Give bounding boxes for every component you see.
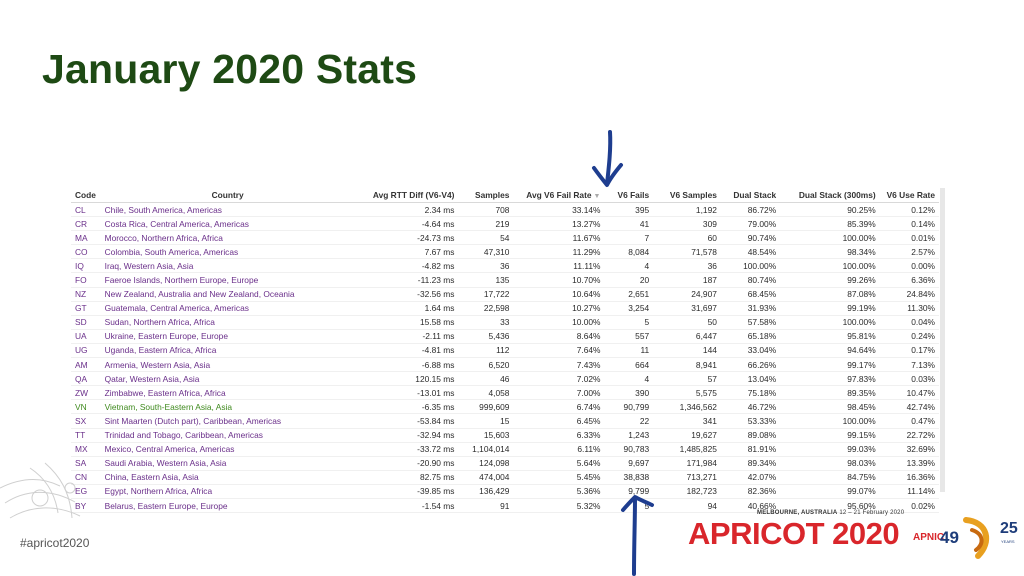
table-cell: 16.36% xyxy=(880,470,939,484)
table-row xyxy=(71,231,939,245)
table-row xyxy=(71,470,939,484)
table-cell: 22.72% xyxy=(880,428,939,442)
country-link[interactable]: Sudan, Northern Africa, Africa xyxy=(101,315,355,329)
table-cell: 4,058 xyxy=(458,386,513,400)
table-cell: 71,578 xyxy=(653,245,721,259)
stats-table xyxy=(71,188,939,513)
table-cell: 11.11% xyxy=(513,259,604,273)
table-cell: 94 xyxy=(653,498,721,512)
table-cell: 95.81% xyxy=(780,329,880,343)
table-cell: 33 xyxy=(458,315,513,329)
table-cell: 100.00% xyxy=(721,259,780,273)
table-row xyxy=(71,329,939,343)
table-cell: 42.74% xyxy=(880,400,939,414)
country-code-cell: QA xyxy=(71,372,101,386)
table-cell: 90,799 xyxy=(604,400,653,414)
table-cell: 57.58% xyxy=(721,315,780,329)
table-cell: -6.88 ms xyxy=(355,358,459,372)
table-cell: 17,722 xyxy=(458,287,513,301)
country-link[interactable]: Vietnam, South-Eastern Asia, Asia xyxy=(101,400,355,414)
table-row xyxy=(71,358,939,372)
table-cell: 2.34 ms xyxy=(355,203,459,217)
table-cell: 5.45% xyxy=(513,470,604,484)
table-cell: -4.82 ms xyxy=(355,259,459,273)
country-code-cell: VN xyxy=(71,400,101,414)
table-scrollbar[interactable] xyxy=(940,188,945,492)
country-link[interactable]: Iraq, Western Asia, Asia xyxy=(101,259,355,273)
table-row xyxy=(71,484,939,498)
table-cell: 99.26% xyxy=(780,273,880,287)
table-row xyxy=(71,400,939,414)
table-cell: 90.25% xyxy=(780,203,880,217)
country-link[interactable]: Saudi Arabia, Western Asia, Asia xyxy=(101,456,355,470)
event-hashtag: #apricot2020 xyxy=(20,536,90,550)
table-cell: 68.45% xyxy=(721,287,780,301)
country-link[interactable]: Zimbabwe, Eastern Africa, Africa xyxy=(101,386,355,400)
table-cell: 11.29% xyxy=(513,245,604,259)
table-cell: 41 xyxy=(604,217,653,231)
column-header[interactable]: Avg V6 Fail Rate ▼ xyxy=(513,188,604,203)
table-cell: 24.84% xyxy=(880,287,939,301)
table-cell: 144 xyxy=(653,343,721,357)
table-cell: 11.14% xyxy=(880,484,939,498)
table-cell: 79.00% xyxy=(721,217,780,231)
table-cell: 11 xyxy=(604,343,653,357)
column-header[interactable]: V6 Samples xyxy=(653,188,721,203)
table-cell: 99.17% xyxy=(780,358,880,372)
table-cell: 309 xyxy=(653,217,721,231)
table-cell: 1,104,014 xyxy=(458,442,513,456)
table-cell: 7.64% xyxy=(513,343,604,357)
table-cell: 5 xyxy=(604,315,653,329)
table-cell: 90,783 xyxy=(604,442,653,456)
table-cell: 42.07% xyxy=(721,470,780,484)
table-cell: 6.11% xyxy=(513,442,604,456)
table-cell: 0.03% xyxy=(880,372,939,386)
table-cell: 84.75% xyxy=(780,470,880,484)
table-cell: 10.47% xyxy=(880,386,939,400)
column-header[interactable]: Avg RTT Diff (V6-V4) xyxy=(355,188,459,203)
column-header[interactable]: V6 Fails xyxy=(604,188,653,203)
table-cell: 19,627 xyxy=(653,428,721,442)
table-cell: 5.32% xyxy=(513,498,604,512)
table-cell: 15 xyxy=(458,414,513,428)
table-cell: 6.74% xyxy=(513,400,604,414)
table-cell: 57 xyxy=(653,372,721,386)
table-cell: 32.69% xyxy=(880,442,939,456)
table-cell: 7.13% xyxy=(880,358,939,372)
table-cell: 91 xyxy=(458,498,513,512)
table-cell: 474,004 xyxy=(458,470,513,484)
table-cell: 24,907 xyxy=(653,287,721,301)
table-cell: 5,575 xyxy=(653,386,721,400)
slide-title: January 2020 Stats xyxy=(42,46,418,92)
table-cell: -33.72 ms xyxy=(355,442,459,456)
table-cell: -32.56 ms xyxy=(355,287,459,301)
table-cell: 6.36% xyxy=(880,273,939,287)
table-cell: 38,838 xyxy=(604,470,653,484)
table-cell: 98.45% xyxy=(780,400,880,414)
country-code-cell: BY xyxy=(71,498,101,512)
table-cell: 66.26% xyxy=(721,358,780,372)
country-link[interactable]: Chile, South America, Americas xyxy=(101,203,355,217)
table-cell: 100.00% xyxy=(780,259,880,273)
country-code-cell: NZ xyxy=(71,287,101,301)
table-cell: 390 xyxy=(604,386,653,400)
table-cell: 13.27% xyxy=(513,217,604,231)
table-cell: 80.74% xyxy=(721,273,780,287)
table-cell: 557 xyxy=(604,329,653,343)
table-row xyxy=(71,217,939,231)
table-row xyxy=(71,301,939,315)
table-cell: 36 xyxy=(458,259,513,273)
up-arrow-annotation-icon xyxy=(614,490,664,576)
table-cell: -1.54 ms xyxy=(355,498,459,512)
table-cell: 187 xyxy=(653,273,721,287)
table-row xyxy=(71,386,939,400)
country-link[interactable]: Egypt, Northern Africa, Africa xyxy=(101,484,355,498)
country-link[interactable]: Mexico, Central America, Americas xyxy=(101,442,355,456)
table-cell: 20 xyxy=(604,273,653,287)
table-row xyxy=(71,287,939,301)
decorative-lineart-icon xyxy=(0,458,110,538)
table-row xyxy=(71,456,939,470)
table-cell: 75.18% xyxy=(721,386,780,400)
table-cell: 47,310 xyxy=(458,245,513,259)
table-row xyxy=(71,442,939,456)
table-cell: 124,098 xyxy=(458,456,513,470)
country-code-cell: CN xyxy=(71,470,101,484)
anniversary-number: 25 xyxy=(1000,520,1018,537)
country-code-cell: GT xyxy=(71,301,101,315)
table-cell: 4 xyxy=(604,259,653,273)
table-cell: 54 xyxy=(458,231,513,245)
table-row xyxy=(71,315,939,329)
table-cell: 33.04% xyxy=(721,343,780,357)
table-cell: 219 xyxy=(458,217,513,231)
table-cell: 0.01% xyxy=(880,231,939,245)
table-cell: 5.36% xyxy=(513,484,604,498)
table-cell: -24.73 ms xyxy=(355,231,459,245)
table-cell: 95.60% xyxy=(780,498,880,512)
country-link[interactable]: Guatemala, Central America, Americas xyxy=(101,301,355,315)
table-cell: -20.90 ms xyxy=(355,456,459,470)
table-cell: 0.17% xyxy=(880,343,939,357)
table-cell: 46.72% xyxy=(721,400,780,414)
table-cell: 22,598 xyxy=(458,301,513,315)
table-cell: 0.12% xyxy=(880,203,939,217)
column-header[interactable]: Samples xyxy=(458,188,513,203)
country-code-cell: CO xyxy=(71,245,101,259)
apnic-label: APNIC xyxy=(913,532,945,543)
table-cell: 999,609 xyxy=(458,400,513,414)
table-cell: 1,485,825 xyxy=(653,442,721,456)
country-code-cell: SD xyxy=(71,315,101,329)
country-code-cell: CR xyxy=(71,217,101,231)
table-cell: 182,723 xyxy=(653,484,721,498)
country-code-cell: UG xyxy=(71,343,101,357)
table-cell: 50 xyxy=(653,315,721,329)
table-cell: 6,447 xyxy=(653,329,721,343)
table-cell: 90.74% xyxy=(721,231,780,245)
table-cell: -53.84 ms xyxy=(355,414,459,428)
table-cell: 46 xyxy=(458,372,513,386)
table-cell: 9,799 xyxy=(604,484,653,498)
table-cell: 15.58 ms xyxy=(355,315,459,329)
column-header[interactable]: Code xyxy=(71,188,101,203)
country-code-cell: IQ xyxy=(71,259,101,273)
table-cell: 395 xyxy=(604,203,653,217)
country-link[interactable]: Costa Rica, Central America, Americas xyxy=(101,217,355,231)
country-code-cell: MA xyxy=(71,231,101,245)
table-cell: 99.07% xyxy=(780,484,880,498)
table-cell: 7.02% xyxy=(513,372,604,386)
country-link[interactable]: Faeroe Islands, Northern Europe, Europe xyxy=(101,273,355,287)
apricot-logo: APRICOT 2020 xyxy=(688,516,900,551)
table-cell: 1,243 xyxy=(604,428,653,442)
table-cell: 60 xyxy=(653,231,721,245)
table-cell: 40.66% xyxy=(721,498,780,512)
country-link[interactable]: New Zealand, Australia and New Zealand, Oceania xyxy=(101,287,355,301)
table-cell: 0.04% xyxy=(880,315,939,329)
table-cell: 99.15% xyxy=(780,428,880,442)
table-cell: 10.64% xyxy=(513,287,604,301)
table-cell: 0.47% xyxy=(880,414,939,428)
country-link[interactable]: Ukraine, Eastern Europe, Europe xyxy=(101,329,355,343)
table-cell: 48.54% xyxy=(721,245,780,259)
table-cell: 10.70% xyxy=(513,273,604,287)
table-cell: -39.85 ms xyxy=(355,484,459,498)
table-cell: 112 xyxy=(458,343,513,357)
table-cell: 120.15 ms xyxy=(355,372,459,386)
table-cell: 31,697 xyxy=(653,301,721,315)
table-cell: -4.81 ms xyxy=(355,343,459,357)
table-cell: -11.23 ms xyxy=(355,273,459,287)
country-code-cell: SX xyxy=(71,414,101,428)
apnic-swirl-logo-icon xyxy=(958,512,998,562)
table-cell: 5 xyxy=(604,498,653,512)
table-cell: 2,651 xyxy=(604,287,653,301)
table-cell: 171,984 xyxy=(653,456,721,470)
country-code-cell: MX xyxy=(71,442,101,456)
country-link[interactable]: Trinidad and Tobago, Caribbean, Americas xyxy=(101,428,355,442)
table-cell: 86.72% xyxy=(721,203,780,217)
table-cell: 1,192 xyxy=(653,203,721,217)
table-cell: 99.03% xyxy=(780,442,880,456)
table-cell: 36 xyxy=(653,259,721,273)
country-link[interactable]: Qatar, Western Asia, Asia xyxy=(101,372,355,386)
country-code-cell: ZW xyxy=(71,386,101,400)
table-row xyxy=(71,343,939,357)
table-cell: 11.30% xyxy=(880,301,939,315)
table-cell: 8.64% xyxy=(513,329,604,343)
country-code-cell: TT xyxy=(71,428,101,442)
table-cell: 89.35% xyxy=(780,386,880,400)
table-row xyxy=(71,414,939,428)
table-row xyxy=(71,372,939,386)
table-cell: 10.00% xyxy=(513,315,604,329)
table-cell: -32.94 ms xyxy=(355,428,459,442)
table-cell: 8,084 xyxy=(604,245,653,259)
table-cell: 4 xyxy=(604,372,653,386)
table-cell: -4.64 ms xyxy=(355,217,459,231)
table-cell: 6,520 xyxy=(458,358,513,372)
down-arrow-annotation-icon xyxy=(580,128,630,190)
sort-desc-icon[interactable]: ▼ xyxy=(593,193,601,200)
table-cell: 713,271 xyxy=(653,470,721,484)
table-cell: 98.34% xyxy=(780,245,880,259)
table-row xyxy=(71,428,939,442)
table-cell: 2.57% xyxy=(880,245,939,259)
country-code-cell: EG xyxy=(71,484,101,498)
table-cell: 100.00% xyxy=(780,231,880,245)
table-cell: 664 xyxy=(604,358,653,372)
column-header[interactable]: Dual Stack (300ms) xyxy=(780,188,880,203)
event-place: MELBOURNE, AUSTRALIA xyxy=(757,510,838,516)
table-row xyxy=(71,273,939,287)
table-cell: 0.24% xyxy=(880,329,939,343)
table-cell: 89.08% xyxy=(721,428,780,442)
event-dates: 12 – 21 February 2020 xyxy=(839,510,905,516)
table-cell: 7.00% xyxy=(513,386,604,400)
country-link[interactable]: China, Eastern Asia, Asia xyxy=(101,470,355,484)
country-link[interactable]: Colombia, South America, Americas xyxy=(101,245,355,259)
table-cell: 100.00% xyxy=(780,315,880,329)
table-cell: 10.27% xyxy=(513,301,604,315)
column-header[interactable]: Country xyxy=(101,188,355,203)
country-link[interactable]: Armenia, Western Asia, Asia xyxy=(101,358,355,372)
table-cell: -13.01 ms xyxy=(355,386,459,400)
anniversary-label: YEARS xyxy=(1001,539,1015,544)
table-cell: 7.67 ms xyxy=(355,245,459,259)
table-cell: 0.00% xyxy=(880,259,939,273)
table-row xyxy=(71,259,939,273)
table-cell: 6.33% xyxy=(513,428,604,442)
table-cell: 53.33% xyxy=(721,414,780,428)
table-cell: 99.19% xyxy=(780,301,880,315)
table-body xyxy=(71,203,939,513)
country-link[interactable]: Sint Maarten (Dutch part), Caribbean, Americas xyxy=(101,414,355,428)
table-cell: 94.64% xyxy=(780,343,880,357)
table-cell: 1,346,562 xyxy=(653,400,721,414)
table-cell: 136,429 xyxy=(458,484,513,498)
country-code-cell: FO xyxy=(71,273,101,287)
table-cell: 1.64 ms xyxy=(355,301,459,315)
column-header[interactable]: Dual Stack xyxy=(721,188,780,203)
table-header-row xyxy=(71,188,939,203)
table-cell: 15,603 xyxy=(458,428,513,442)
table-cell: 31.93% xyxy=(721,301,780,315)
table-cell: 100.00% xyxy=(780,414,880,428)
table-cell: 0.14% xyxy=(880,217,939,231)
table-cell: 7 xyxy=(604,231,653,245)
table-cell: 8,941 xyxy=(653,358,721,372)
table-cell: 82.75 ms xyxy=(355,470,459,484)
table-cell: 13.04% xyxy=(721,372,780,386)
country-code-cell: CL xyxy=(71,203,101,217)
table-cell: 5,436 xyxy=(458,329,513,343)
table-cell: 7.43% xyxy=(513,358,604,372)
country-code-cell: SA xyxy=(71,456,101,470)
table-cell: 0.02% xyxy=(880,498,939,512)
table-cell: 98.03% xyxy=(780,456,880,470)
country-link[interactable]: Morocco, Northern Africa, Africa xyxy=(101,231,355,245)
column-header[interactable]: V6 Use Rate xyxy=(880,188,939,203)
table-row xyxy=(71,203,939,217)
table-cell: -6.35 ms xyxy=(355,400,459,414)
table-cell: 65.18% xyxy=(721,329,780,343)
table-cell: 3,254 xyxy=(604,301,653,315)
country-link[interactable]: Belarus, Eastern Europe, Europe xyxy=(101,498,355,512)
table-row xyxy=(71,245,939,259)
table-cell: 33.14% xyxy=(513,203,604,217)
table-cell: 13.39% xyxy=(880,456,939,470)
table-cell: 9,697 xyxy=(604,456,653,470)
country-code-cell: AM xyxy=(71,358,101,372)
country-link[interactable]: Uganda, Eastern Africa, Africa xyxy=(101,343,355,357)
table-cell: 81.91% xyxy=(721,442,780,456)
table-cell: 85.39% xyxy=(780,217,880,231)
table-cell: 341 xyxy=(653,414,721,428)
table-cell: 97.83% xyxy=(780,372,880,386)
country-code-cell: UA xyxy=(71,329,101,343)
apnic-number: 49 xyxy=(940,528,959,547)
table-cell: 22 xyxy=(604,414,653,428)
stats-table-panel xyxy=(71,188,945,511)
table-cell: 87.08% xyxy=(780,287,880,301)
table-cell: -2.11 ms xyxy=(355,329,459,343)
table-cell: 11.67% xyxy=(513,231,604,245)
table-cell: 6.45% xyxy=(513,414,604,428)
table-cell: 708 xyxy=(458,203,513,217)
table-cell: 82.36% xyxy=(721,484,780,498)
table-cell: 135 xyxy=(458,273,513,287)
table-cell: 5.64% xyxy=(513,456,604,470)
table-cell: 89.34% xyxy=(721,456,780,470)
